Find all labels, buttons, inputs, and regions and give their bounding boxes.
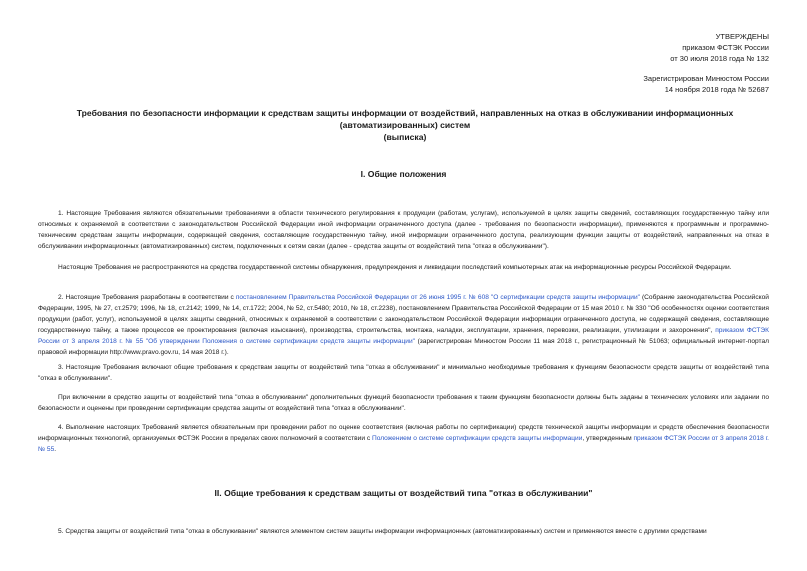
paragraph-1b: Настоящие Требования не распространяются на средства государственной системы обнаружения, предупреждения и ликвидации последствий компьютерных атак на информационные ресурсы Российской Федерации. bbox=[58, 264, 732, 271]
paragraph-3: 3. Настоящие Требования включают общие требования к средствам защиты от воздействий типа "отказ в обслуживании" и минимально необходимые требования к функциям безопасности средств защиты от воздействий типа "отказ в обслуживании". bbox=[38, 364, 769, 382]
certification-regulation-link[interactable]: Положением о системе сертификации средств защиты информации bbox=[372, 435, 583, 442]
paragraph-1: 1. Настоящие Требования являются обязательными требованиями в области технического регулирования к продукции (работам, услугам), используемой в целях защиты сведений, составляющих государственную тайну или относимых к охраняемой в соответствии с законодательством Российской Федерации иной информации ограниченного доступа (далее - требования по безопасности информации), применяются к программным и программно-техническим средствам защиты информации, содержащей сведения, составляющие государственную тайну, иной информации ограниченного доступа, реализующим функции защиты от воздействий, направленных на отказ в обслуживании информационных (автоматизированных) систем, подключенных к сетям связи (далее - средства защиты от воздействий типа "отказ в обслуживании"). bbox=[38, 210, 769, 250]
paragraph-2-text-a: 2. Настоящие Требования разработаны в соответствии с bbox=[58, 294, 236, 301]
paragraph-4-text-a: 4. Выполнение настоящих Требований является обязательным при проведении работ по оценке соответствия (включая работы по сертификации) средств технической защиты информации и средств обеспечения безопасности информационных технологий, организуемых ФСТЭК России в пределах своих полномочий в соответствии с bbox=[38, 424, 769, 442]
order-55-link[interactable]: приказом ФСТЭК России от 3 апреля 2018 г. № 55 "Об утверждении Положения о системе сертификации средств защиты информации" bbox=[38, 327, 769, 345]
decree-608-link[interactable]: постановлением Правительства Российской Федерации от 26 июня 1995 г. № 608 "О сертификации средств защиты информации" bbox=[235, 294, 640, 301]
paragraph-3b: При включении в средство защиты от воздействий типа "отказ в обслуживании" дополнительных функций безопасности требования к таким функциям безопасности должны быть заданы в технических условиях или задании по безопасности и оценены при проведении сертификации средства защиты от воздействий типа "отказ в обслуживании". bbox=[38, 394, 769, 412]
registration-authority: Зарегистрирован Минюстом России bbox=[643, 73, 769, 83]
approval-status: УТВЕРЖДЕНЫ bbox=[715, 32, 769, 41]
title-line-2: (автоматизированных) систем bbox=[339, 120, 471, 130]
approval-stamp bbox=[509, 31, 769, 95]
order-55-short-link[interactable]: приказом ФСТЭК России от 3 апреля 2018 г. № 55 bbox=[38, 435, 769, 453]
title-line-1: Требования по безопасности информации к средствам защиты информации от воздействий, направленных на отказ в обслуживании информационных bbox=[76, 108, 734, 118]
paragraph-2-text-c: (зарегистрирован Минюстом России 11 мая 2018 г., регистрационный № 51063; официальный интернет-портал правовой информации http://www.pravo.gov.ru, 14 мая 2018 г.). bbox=[38, 338, 769, 356]
title-line-3: (выписка) bbox=[383, 132, 427, 142]
section-heading-dos-requirements: II. Общие требования к средствам защиты от воздействий типа "отказ в обслуживании" bbox=[214, 488, 593, 498]
section-heading-general: I. Общие положения bbox=[360, 169, 447, 179]
paragraph-2-text-b: (Собрание законодательства Российской Федерации, 1995, № 27, ст.2579; 1996, № 18, ст.2142; 1999, № 14, ст.1722; 2004, № 52, ст.5480; 2010, № 18, ст.2238), постановлением Правительства Российской Федерации от 15 мая 2010 г. № 330 "Об особенностях оценки соответствия продукции (работ, услуг), используемой в целях защиты сведений, относимых к охраняемой в соответствии с законодательством Российской Федерации информации ограниченного доступа, не содержащей сведения, составляющие государственную тайну, а также процессов ее проектирования (включая изыскания), производства, строительства, монтажа, наладки, эксплуатации, хранения, перевозки, реализации, утилизации и захоронения", bbox=[38, 294, 769, 334]
registration-date: 14 ноября 2018 года № 52687 bbox=[664, 84, 769, 94]
approval-order: приказом ФСТЭК России bbox=[682, 43, 769, 53]
paragraph-4-text-b: , утвержденным bbox=[582, 435, 634, 442]
paragraph-5: 5. Средства защиты от воздействий типа "отказ в обслуживании" являются элементом систем защиты информации информационных (автоматизированных) систем и применяются вместе с другими средствами bbox=[58, 528, 707, 535]
paragraph-4 bbox=[38, 422, 769, 455]
paragraph-4-text-c: . bbox=[54, 446, 57, 453]
paragraph-2 bbox=[38, 292, 769, 358]
approval-order-date: от 30 июля 2018 года № 132 bbox=[670, 54, 769, 64]
document-title bbox=[55, 107, 755, 143]
